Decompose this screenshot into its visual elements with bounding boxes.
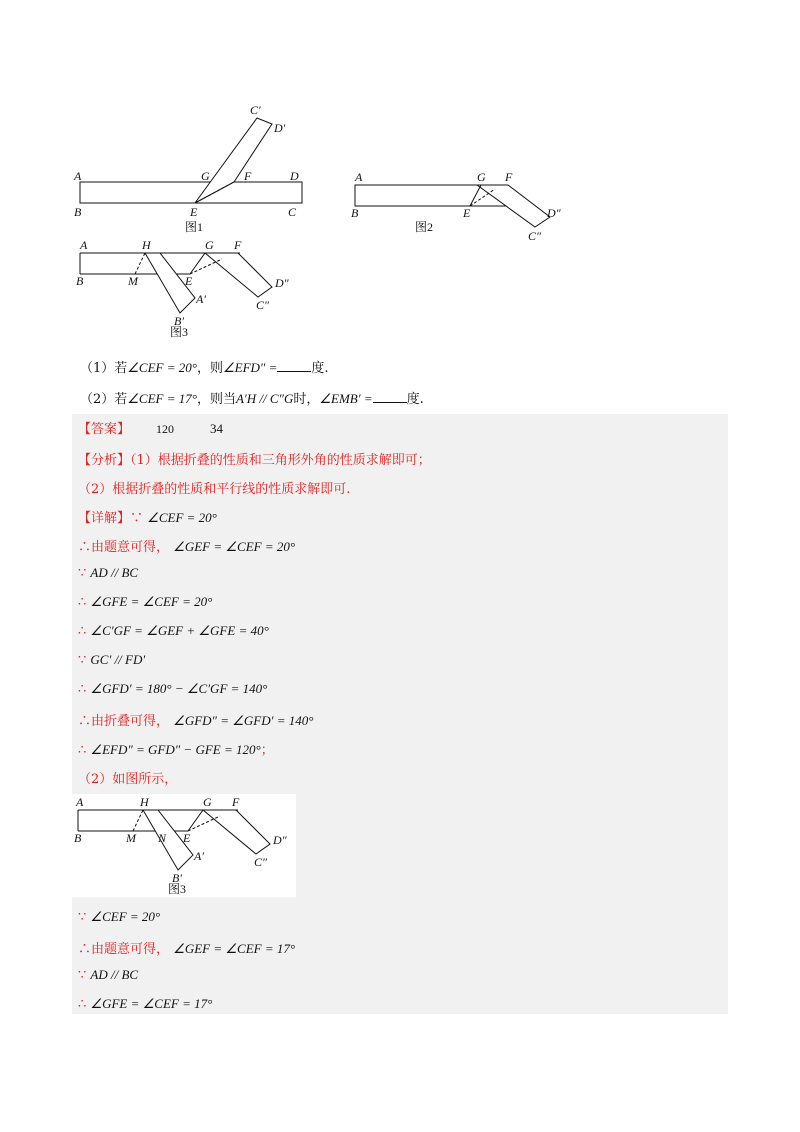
label-B-prime: B′ bbox=[172, 871, 182, 885]
label-F: F bbox=[234, 238, 242, 252]
folded-strip-right bbox=[203, 810, 270, 854]
analysis-line-2: （2）根据折叠的性质和平行线的性质求解即可. bbox=[78, 482, 351, 497]
figure-2-caption: 图2 bbox=[415, 220, 434, 234]
figure-1 bbox=[70, 100, 320, 240]
label-E: E bbox=[185, 274, 193, 288]
figure-3-annotated bbox=[72, 794, 296, 897]
label-E: E bbox=[183, 831, 191, 845]
detail-line-11: ∴由题意可得， ∠GEF = ∠CEF = 17° bbox=[78, 941, 296, 957]
label-G: G bbox=[477, 170, 486, 184]
figure-2 bbox=[345, 165, 575, 245]
answer-blank bbox=[373, 390, 407, 403]
label-E: E bbox=[190, 205, 198, 219]
fold-line-hm bbox=[135, 253, 145, 274]
detail-line-3: ∵ AD // BC bbox=[78, 565, 139, 581]
detail-line-4: ∴ ∠GFE = ∠CEF = 20° bbox=[78, 594, 213, 610]
label-H: H bbox=[142, 238, 151, 252]
label-H: H bbox=[140, 795, 149, 809]
label-F: F bbox=[244, 169, 252, 183]
part-2-heading: （2）如图所示， bbox=[78, 772, 178, 787]
folded-strip-right bbox=[205, 253, 272, 297]
answer-blank bbox=[277, 359, 311, 372]
label-G: G bbox=[203, 795, 212, 809]
label-D-double-prime: D″ bbox=[273, 833, 287, 847]
label-A-prime: A′ bbox=[194, 849, 204, 863]
label-A: A bbox=[80, 238, 88, 252]
detail-line-1: 【详解】∵ ∠CEF = 20° bbox=[78, 510, 217, 526]
detail-line-13: ∴ ∠GFE = ∠CEF = 17° bbox=[78, 996, 213, 1012]
label-D-double-prime: D″ bbox=[275, 276, 289, 290]
label-C-double-prime: C″ bbox=[528, 229, 542, 243]
label-G: G bbox=[205, 238, 214, 252]
question-1: （1）若∠CEF = 20°，则∠EFD″ = 度. bbox=[80, 360, 329, 376]
label-E: E bbox=[463, 206, 471, 220]
detail-line-10: ∵ ∠CEF = 20° bbox=[78, 909, 161, 925]
label-B: B bbox=[76, 274, 84, 288]
strip-abcd bbox=[80, 182, 302, 203]
label-C-double-prime: C″ bbox=[256, 298, 270, 312]
figure-3-caption: 图3 bbox=[170, 325, 189, 339]
detail-line-7: ∴ ∠GFD′ = 180° − ∠C′GF = 140° bbox=[78, 681, 268, 697]
fold-line-ef bbox=[470, 189, 495, 206]
label-F: F bbox=[505, 170, 513, 184]
label-B: B bbox=[74, 205, 82, 219]
detail-line-2: ∴由题意可得， ∠GEF = ∠CEF = 20° bbox=[78, 539, 296, 555]
detail-line-9: ∴ ∠EFD″ = GFD″ − GFE = 120°； bbox=[78, 742, 274, 758]
label-B: B bbox=[351, 206, 359, 220]
detail-line-6: ∵ GC′ // FD′ bbox=[78, 652, 146, 668]
label-D: D bbox=[290, 169, 299, 183]
label-A-prime: A′ bbox=[196, 292, 206, 306]
detail-line-12: ∵ AD // BC bbox=[78, 967, 139, 983]
detail-line-5: ∴ ∠C′GF = ∠GEF + ∠GFE = 40° bbox=[78, 623, 269, 639]
label-M: M bbox=[126, 831, 136, 845]
analysis-line-1: 【分析】（1）根据折叠的性质和三角形外角的性质求解即可； bbox=[78, 453, 431, 468]
label-A: A bbox=[355, 170, 363, 184]
label-C-double-prime: C″ bbox=[254, 855, 268, 869]
folded-strip bbox=[195, 118, 272, 203]
answer-line: 【答案】 120 34 bbox=[78, 421, 224, 437]
label-C-prime: C′ bbox=[250, 103, 261, 117]
label-B: B bbox=[74, 831, 82, 845]
figure-3 bbox=[70, 235, 300, 340]
label-G: G bbox=[201, 169, 210, 183]
question-2: （2）若∠CEF = 17°，则当A′H // C″G时，∠EMB′ = 度. bbox=[80, 391, 424, 407]
label-D-double-prime: D″ bbox=[547, 206, 561, 220]
figure-3-caption: 图3 bbox=[168, 882, 187, 896]
fold-line-hm bbox=[133, 810, 143, 831]
figure-1-caption: 图1 bbox=[185, 220, 204, 234]
label-C: C bbox=[288, 205, 297, 219]
label-M: M bbox=[128, 274, 138, 288]
label-A: A bbox=[74, 169, 82, 183]
detail-line-8: ∴由折叠可得， ∠GFD″ = ∠GFD′ = 140° bbox=[78, 713, 314, 729]
label-B-prime: B′ bbox=[174, 314, 184, 328]
label-A: A bbox=[76, 795, 84, 809]
label-N: N bbox=[158, 831, 167, 845]
label-D-prime: D′ bbox=[274, 121, 286, 135]
label-F: F bbox=[232, 795, 240, 809]
